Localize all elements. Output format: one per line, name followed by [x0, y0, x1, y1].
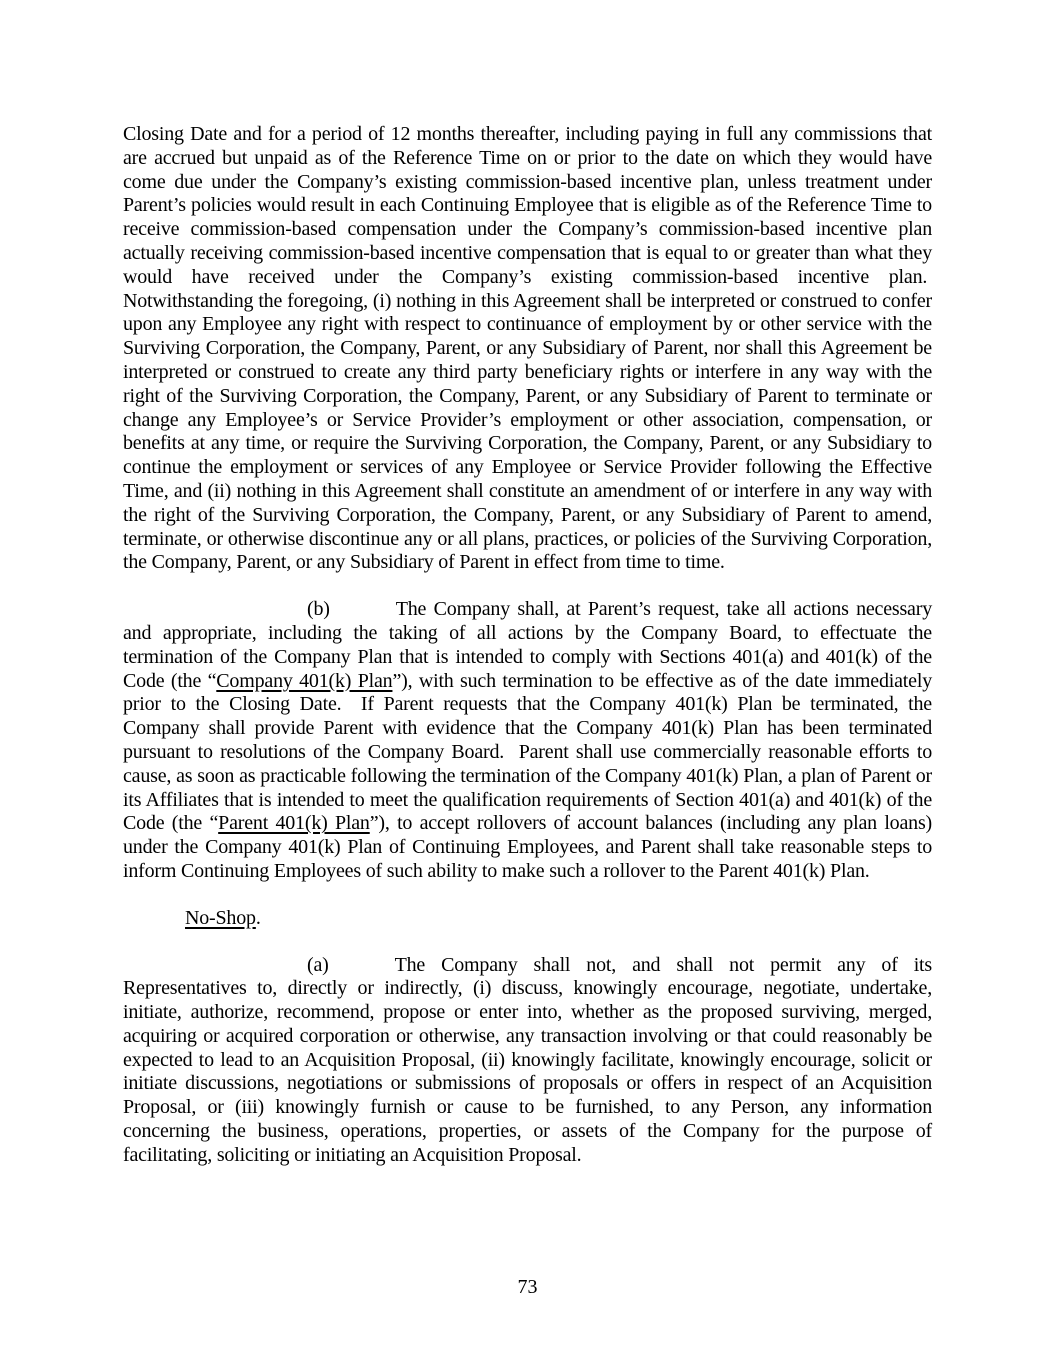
defined-term-company-401k-plan: Company 401(k) Plan	[216, 669, 393, 692]
paragraph-b-text-run-1: The Company shall, at Parent’s request, take all actions necessary and appropriate, including the taking of all actions by the Company Board, to effectuate the termination of the Company Plan that is intended to comply with Sections 401(a) and 401(k) of the Code (the “	[123, 598, 932, 692]
paragraph-a-text: The Company shall not, and shall not permit any of its Representatives to, directly or indirectly, (i) discuss, knowingly encourage, negotiate, undertake, initiate, authorize, recommend, propose or enter into, whether as the proposed surviving, merged, acquiring or acquired corporation or otherwise, any transaction involving or that could reasonably be expected to lead to an Acquisition Proposal, (ii) knowingly facilitate, knowingly encourage, solicit or initiate discussions, negotiations or submissions of proposals or offers in respect of an Acquisition Proposal, or (iii) knowingly furnish or cause to be furnished, to any Person, any information concerning the business, operations, properties, or assets of the Company for the purpose of facilitating, soliciting or initiating an Acquisition Proposal.	[123, 953, 932, 1166]
paragraph-continuation: Closing Date and for a period of 12 months thereafter, including paying in full any commissions that are accrued but unpaid as of the Reference Time on or prior to the date on which they would have come due under the Company’s existing commission-based incentive plan, unless treatment under Parent’s policies would result in each Continuing Employee that is eligible as of the Reference Time to receive commission-based compensation under the Company’s commission-based incentive plan actually receiving commission-based incentive compensation that is equal to or greater than what they would have received under the Company’s existing commission-based incentive plan. Notwithstanding the foregoing, (i) nothing in this Agreement shall be interpreted or construed to confer upon any Employee any right with respect to continuance of employment by or other service with the Surviving Corporation, the Company, Parent, or any Subsidiary of Parent, nor shall this Agreement be interpreted or construed to create any third party beneficiary rights or interfere in any way with the right of the Surviving Corporation, the Company, Parent, or any Subsidiary of Parent to terminate or change any Employee’s or Service Provider’s employment or other association, compensation, or benefits at any time, or require the Surviving Corporation, the Company, Parent, or any Subsidiary to continue the employment or services of any Employee or Service Provider following the Effective Time, and (ii) nothing in this Agreement shall constitute an amendment of or interfere in any way with the right of the Surviving Corporation, the Company, Parent, or any Subsidiary of Parent to amend, terminate, or otherwise discontinue any or all plans, practices, or policies of the Surviving Corporation, the Company, Parent, or any Subsidiary of Parent in effect from time to time.	[123, 123, 932, 574]
paragraph-a-label: (a)	[307, 953, 329, 976]
paragraph-b-label: (b)	[307, 598, 330, 621]
paragraph-b	[123, 598, 932, 884]
defined-term-parent-401k-plan: Parent 401(k) Plan	[218, 812, 370, 835]
paragraph-b-text-run-2: ”), with such termination to be effective as of the date immediately prior to the Closing Date. If Parent requests that the Company 401(k) Plan be terminated, the Company shall provide Parent with evidence that the Company 401(k) Plan has been terminated pursuant to resolutions of the Company Board. Parent shall use commercially reasonable efforts to cause, as soon as practicable following the termination of the Company 401(k) Plan, a plan of Parent or its Affiliates that is intended to meet the qualification requirements of Section 401(a) and 401(k) of the Code (the “	[123, 669, 932, 835]
heading-no-shop-title: No-Shop	[185, 906, 256, 929]
heading-no-shop	[123, 907, 932, 931]
page-number: 73	[517, 1276, 538, 1298]
paragraph-a	[123, 954, 932, 1168]
document-body	[123, 123, 932, 1191]
paragraph-b-text-run-3: ”), to accept rollovers of account balances (including any plan loans) under the Company 401(k) Plan of Continuing Employees, and Parent shall take reasonable steps to inform Continuing Employees of such ability to make such a rollover to the Parent 401(k) Plan.	[123, 812, 932, 882]
heading-no-shop-period: .	[255, 906, 261, 929]
